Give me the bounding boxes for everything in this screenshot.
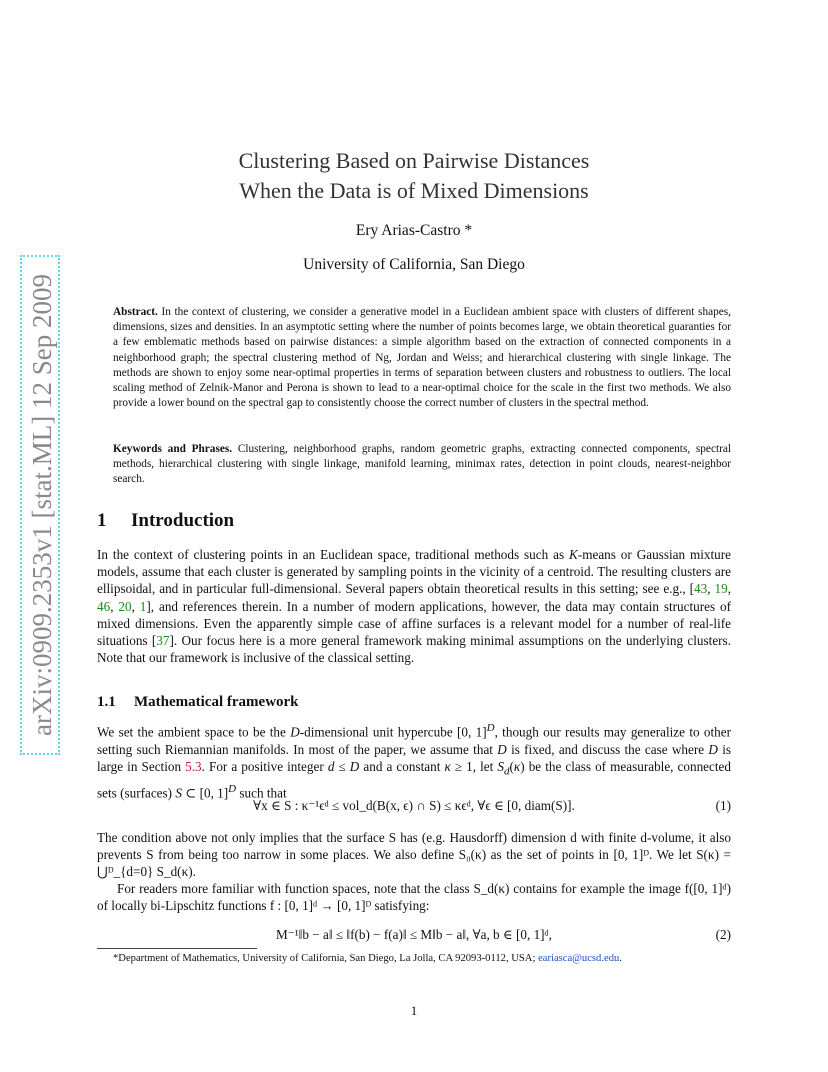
subsection-heading-framework	[97, 694, 299, 711]
fw-text: is large in Section	[97, 741, 732, 774]
intro-text-c: ], and references therein. In a number of modern applications, however, the data may contain structures of mixed dimensions. Even the apparently simple case of affine surfaces is a relevant model for a number of real-life situations [	[97, 598, 732, 649]
affiliation: University of California, San Diego	[303, 256, 525, 273]
framework-paragraph: We set the ambient space to be the D-dimensional unit hypercube [0, 1]$^D$, though our results may generalize to other setting such Riemannian manifolds. In most of the paper, we assume that D is fixed, and discuss the case where D is large in Section 5.3. For a positive integer d ≤ D and a constant κ ≥ 1, let $S_d(\kappa)$ be the class of measurable, connected sets (surfaces) S ⊂ [0, 1]$^D$ such that	[97, 722, 732, 801]
keywords-label: Keywords and Phrases.	[113, 443, 233, 455]
fw-text: We set the ambient space to be the	[97, 724, 291, 740]
fw-text: , let	[472, 758, 498, 774]
equation-2	[97, 927, 731, 943]
footnote-rule	[97, 948, 257, 949]
section-ref-link[interactable]: 5.3	[185, 758, 202, 774]
intro-text-b: -means or Gaussian mixture models, assume that each cluster is generated by sampling points in the vicinity of a centroid. The resulting clusters are ellipsoidal, and in particular full-dimensional. Several papers obtain theoretical results in this setting; see e.g., [	[97, 547, 731, 597]
intro-text-d: ]. Our focus here is a more general framework making minimal assumptions on the underlying clusters. Note that our framework is inclusive of the classical setting.	[97, 633, 731, 666]
equation-1-body: ∀x ∈ S : κ⁻¹ϵᵈ ≤ vol_d(B(x, ϵ) ∩ S) ≤ κϵᵈ, ∀ϵ ∈ [0, diam(S)].	[253, 798, 575, 813]
fw-text: and a constant	[359, 758, 445, 774]
fw-text: , though our results may generalize to other setting such Riemannian manifolds. In most of the paper, we assume that	[97, 724, 732, 757]
email-link[interactable]: eariasca@ucsd.edu	[538, 953, 620, 964]
citation-link[interactable]: 43	[694, 581, 708, 597]
title-line-2: When the Data is of Mixed Dimensions	[239, 178, 589, 203]
equation-1-number: (1)	[715, 798, 731, 813]
intro-k: K	[569, 547, 578, 562]
fw-text: is fixed, and discuss the case where	[506, 741, 709, 757]
paper-title	[0, 146, 828, 206]
fw-text: such that	[236, 785, 287, 801]
arxiv-stamp: arXiv:0909.2353v1 [stat.ML] 12 Sep 2009	[20, 255, 60, 755]
keywords-text: Clustering, neighborhood graphs, random geometric graphs, extracting connected components, spectral methods, hierarchical clustering with single linkage, manifold learning, minimax rates, detection in point clouds, nearest-neighbor search.	[113, 443, 732, 486]
page-number: 1	[410, 1003, 418, 1018]
equation-2-body: M⁻¹‖b − a‖ ≤ ‖f(b) − f(a)‖ ≤ M‖b − a‖, ∀a, b ∈ [0, 1]ᵈ,	[276, 927, 552, 942]
keywords	[113, 442, 731, 488]
fw-text: . For a positive integer	[201, 758, 328, 774]
citation-link[interactable]: 37	[156, 633, 170, 649]
equation-2-number: (2)	[715, 927, 731, 942]
section-heading-introduction	[97, 510, 234, 532]
fw-text: be the class of measurable, connected sets (surfaces)	[97, 758, 731, 801]
intro-text-a: In the context of clustering points in an Euclidean space, traditional methods such as	[97, 547, 570, 562]
condition-paragraph: The condition above not only implies that the surface S has (e.g. Hausdorff) dimension d with finite d-volume, it also prevents S from being too narrow in some places. We also define S₀(κ) as the set of points in [0, 1]ᴰ. We let S(κ) = ⋃ᴰ_{d=0} S_d(κ).	[97, 830, 731, 880]
footnote-text: *Department of Mathematics, University of California, San Diego, La Jolla, CA 92093-0112, USA;	[113, 953, 539, 964]
function-space-paragraph: For readers more familiar with function spaces, note that the class S_d(κ) contains for example the image f([0, 1]ᵈ) of locally bi-Lipschitz functions f : [0, 1]ᵈ → [0, 1]ᴰ satisfying:	[97, 881, 731, 914]
title-line-1: Clustering Based on Pairwise Distances	[238, 148, 590, 173]
subsection-title: Mathematical framework	[134, 694, 299, 710]
citation-link[interactable]: 46	[97, 598, 111, 614]
abstract-text: In the context of clustering, we consider a generative model in a Euclidean ambient space with clusters of different shapes, dimensions, sizes and densities. In an asymptotic setting where the number of points becomes large, we obtain theoretical guaranties for a few emblematic methods based on pairwise distances: a simple algorithm based on the extraction of connected components in a neighborhood graph; the spectral clustering method of Ng, Jordan and Weiss; and hierarchical clustering with single linkage. The methods are shown to enjoy some near-optimal properties in terms of separation between clusters and robustness to outliers. The local scaling method of Zelnik-Manor and Perona is shown to lead to a near-optimal choice for the scale in the first two methods. We also provide a lower bound on the spectral gap to consistently choose the correct number of clusters in the spectral method.	[113, 306, 731, 410]
author: Ery Arias-Castro *	[355, 222, 473, 239]
citation-link[interactable]: 1	[139, 598, 147, 614]
footnote	[113, 953, 753, 964]
equation-1	[97, 798, 731, 814]
citation-link[interactable]: 20	[118, 598, 132, 614]
abstract	[113, 305, 731, 411]
intro-paragraph: In the context of clustering points in an Euclidean space, traditional methods such as K-means or Gaussian mixture models, assume that each cluster is generated by sampling points in the vicinity of a centroid. The resulting clusters are ellipsoidal, and in particular full-dimensional. Several papers obtain theoretical results in this setting; see e.g., [43, 19, 46, 20, 1], and references therein. In a number of modern applications, however, the data may contain structures of mixed dimensions. Even the apparently simple case of affine surfaces is a relevant model for a number of real-life situations [37]. Our focus here is a more general framework making minimal assumptions on the underlying clusters. Note that our framework is inclusive of the classical setting.	[97, 547, 732, 666]
section-number: 1	[97, 510, 107, 531]
fw-text: -dimensional unit hypercube [0, 1]	[299, 724, 487, 740]
subsection-number: 1.1	[97, 694, 116, 710]
abstract-label: Abstract.	[113, 306, 158, 318]
citation-link[interactable]: 19	[714, 581, 728, 597]
footnote-end: .	[619, 953, 622, 964]
section-title: Introduction	[131, 510, 235, 531]
